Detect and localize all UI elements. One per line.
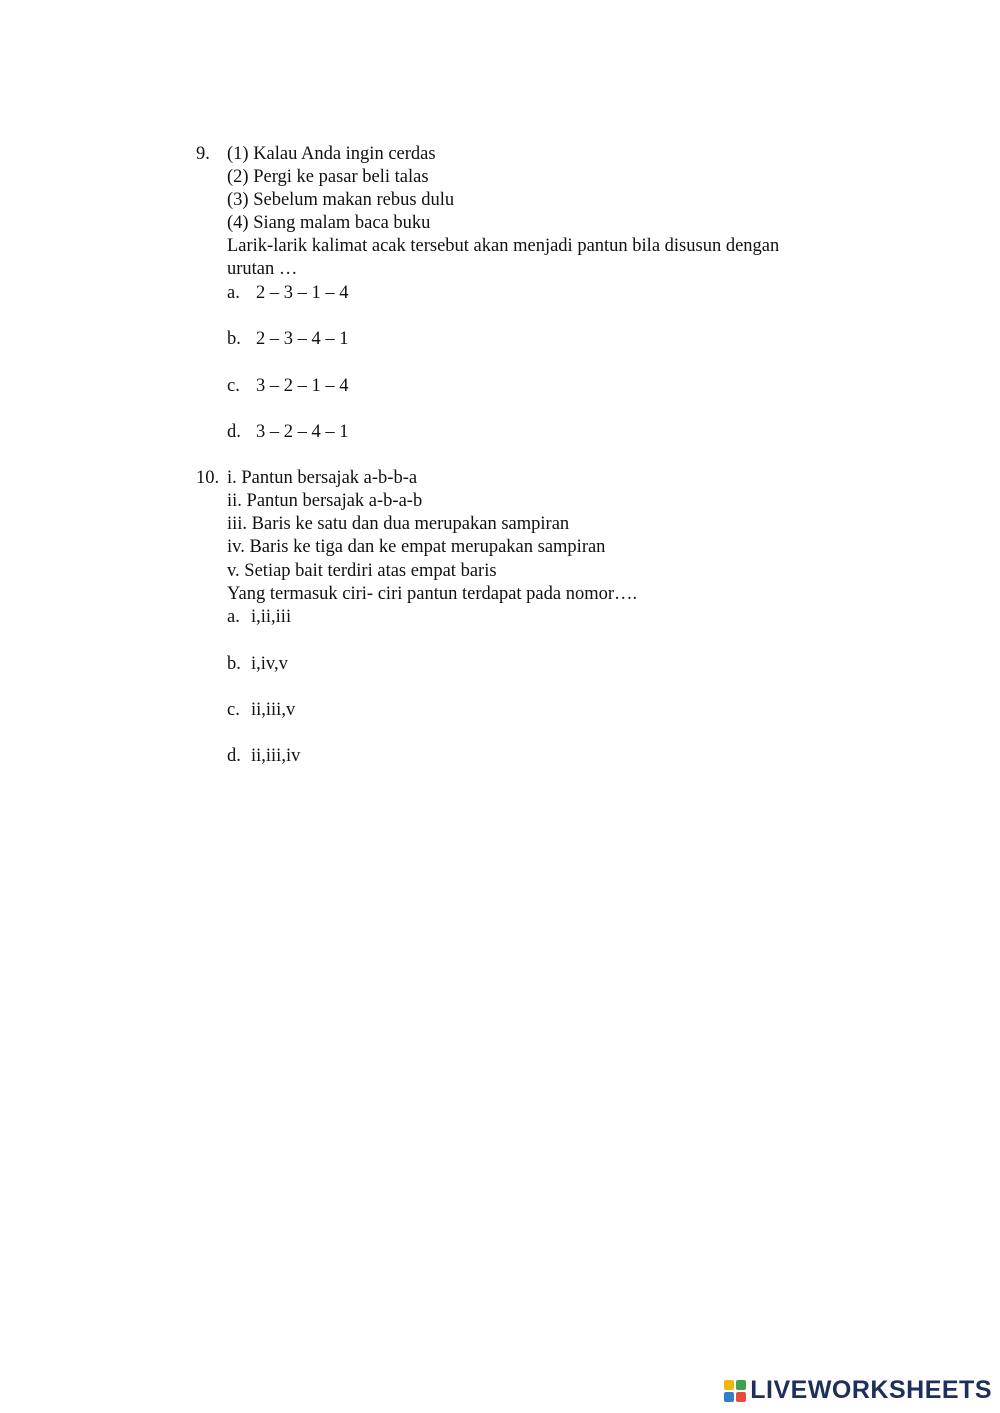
option-letter: b. xyxy=(227,329,241,349)
option-letter: d. xyxy=(227,422,241,442)
question-line: urutan … xyxy=(227,259,298,279)
logo-mark-tile xyxy=(736,1380,746,1390)
question-line: i. Pantun bersajak a-b-b-a xyxy=(227,468,418,488)
liveworksheets-logo xyxy=(724,1376,992,1405)
question-line: (4) Siang malam baca buku xyxy=(227,213,431,233)
question-line: Yang termasuk ciri- ciri pantun terdapat pada nomor…. xyxy=(227,584,638,604)
logo-mark-tile xyxy=(724,1380,734,1390)
question-line: (2) Pergi ke pasar beli talas xyxy=(227,167,429,187)
question-line: v. Setiap bait terdiri atas empat baris xyxy=(227,561,497,581)
option-letter: d. xyxy=(227,746,241,766)
question-line: iv. Baris ke tiga dan ke empat merupakan sampiran xyxy=(227,537,606,557)
logo-mark-tile xyxy=(736,1392,746,1402)
question-line: (1) Kalau Anda ingin cerdas xyxy=(227,144,436,164)
question-line: iii. Baris ke satu dan dua merupakan sampiran xyxy=(227,514,570,534)
option-text: 3 – 2 – 4 – 1 xyxy=(256,422,349,442)
option-text: i,ii,iii xyxy=(251,607,292,627)
question-line: (3) Sebelum makan rebus dulu xyxy=(227,190,455,210)
question-line: ii. Pantun bersajak a-b-a-b xyxy=(227,491,423,511)
option-text: ii,iii,iv xyxy=(251,746,301,766)
option-letter: b. xyxy=(227,654,241,674)
option-text: 2 – 3 – 1 – 4 xyxy=(256,283,349,303)
logo-text: LIVEWORKSHEETS xyxy=(750,1376,992,1404)
option-letter: c. xyxy=(227,376,240,396)
logo-mark-tile xyxy=(724,1392,734,1402)
logo-mark-icon xyxy=(724,1380,746,1402)
option-text: i,iv,v xyxy=(251,654,288,674)
option-letter: a. xyxy=(227,283,240,303)
question-number: 10. xyxy=(196,468,220,488)
option-text: 3 – 2 – 1 – 4 xyxy=(256,376,349,396)
question-line: Larik-larik kalimat acak tersebut akan menjadi pantun bila disusun dengan xyxy=(227,236,780,256)
option-letter: c. xyxy=(227,700,240,720)
option-text: ii,iii,v xyxy=(251,700,296,720)
option-letter: a. xyxy=(227,607,240,627)
question-number: 9. xyxy=(196,144,210,164)
option-text: 2 – 3 – 4 – 1 xyxy=(256,329,349,349)
